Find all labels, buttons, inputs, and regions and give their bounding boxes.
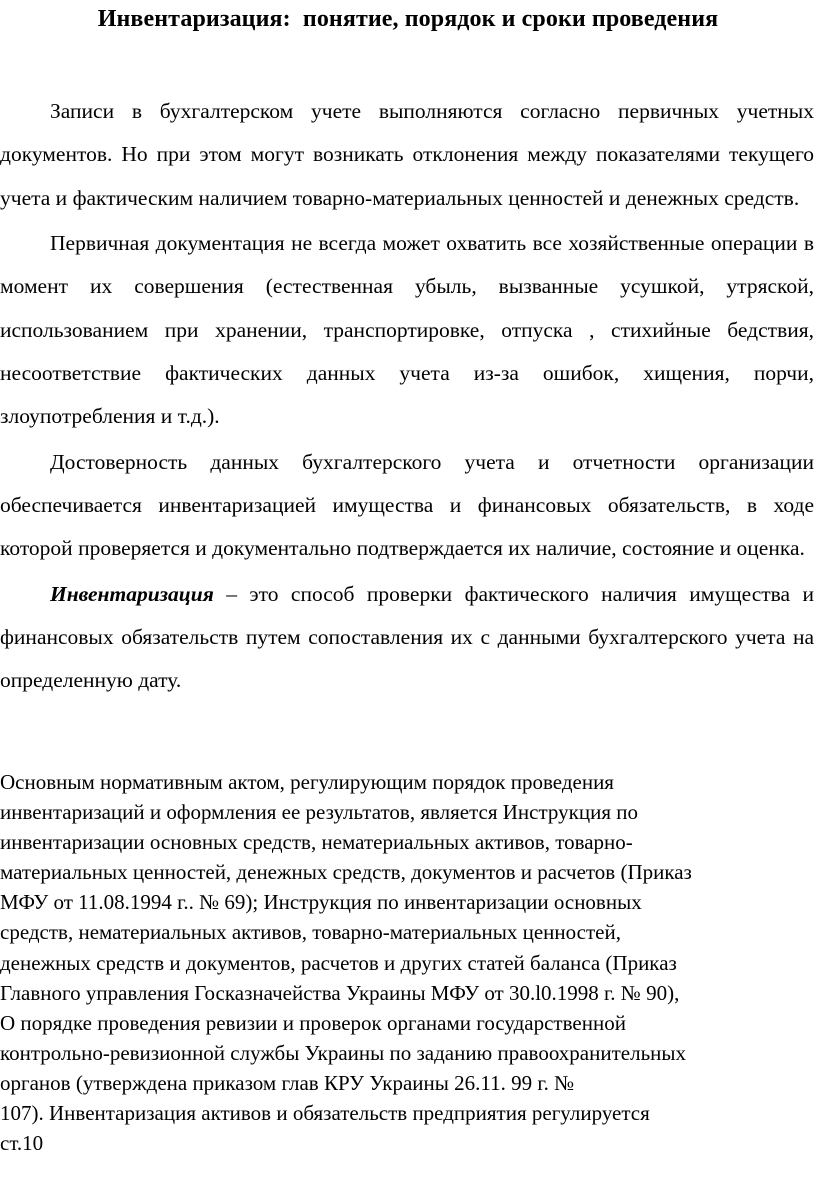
regulation-line: МФУ от 11.08.1994 г.. № 69); Инструкция по инвентаризации основных [0,890,642,915]
paragraph-reliability: Достоверность данных бухгалтерского учета и отчетности организации обеспечивается инвентаризацией имущества и финансовых обязательств, в ходе которой проверяется и документально подтверждается их наличие, состояние и оценка. [0,449,814,561]
regulation-line: 107). Инвентаризация активов и обязательств предприятия регулируется [0,1101,650,1126]
definition-text: – это способ проверки фактического наличия имущества и финансовых обязательств путем сопоставления их с данными бухгалтерского учета на определенную дату. [0,581,814,693]
definition-term: Инвентаризация [50,581,214,606]
regulation-line: материальных ценностей, денежных средств, документов и расчетов (Приказ [0,860,692,885]
regulation-line: О порядке проведения ревизии и проверок органами государственной [0,1010,626,1035]
regulation-line: инвентаризаций и оформления ее результатов, является Инструкция по [0,800,638,825]
paragraph-primary-records: Записи в бухгалтерском учете выполняются согласно первичных учетных документов. Но при этом могут возникать отклонения между показателями текущего учета и фактическим наличием товарно-материальных ценностей и денежных средств. [0,99,814,210]
regulation-line: Главного управления Госказначейства Украины МФУ от 30.l0.1998 г. № 90), [0,980,680,1005]
regulation-paragraph [0,767,780,1158]
regulation-line: контрольно-ревизионной службы Украины по заданию правоохранительных [0,1040,687,1065]
document-body [0,90,814,703]
paragraph-primary-documentation: Первичная документация не всегда может охватить все хозяйственные операции в момент их совершения (естественная убыль, вызванные усушкой, утряской, использованием при хранении, транспортировке, отпуска , стихийные бедствия, несоответствие фактических данных учета из-за ошибок, хищения, порчи, злоупотребления и т.д.). [0,231,814,429]
regulation-line: органов (утверждена приказом глав КРУ Украины 26.11. 99 г. № [0,1070,575,1095]
paragraph-definition [0,573,814,703]
regulation-line: Основным нормативным актом, регулирующим порядок проведения [0,770,614,794]
regulation-line: денежных средств и документов, расчетов и других статей баланса (Приказ [0,950,677,975]
regulation-line: ст.10 [0,1131,44,1156]
regulation-line: средств, нематериальных активов, товарно-материальных ценностей, [0,920,621,945]
page-title: Инвентаризация: понятие, порядок и сроки проведения [97,6,719,32]
regulation-line: инвентаризации основных средств, нематериальных активов, товарно- [0,830,633,855]
